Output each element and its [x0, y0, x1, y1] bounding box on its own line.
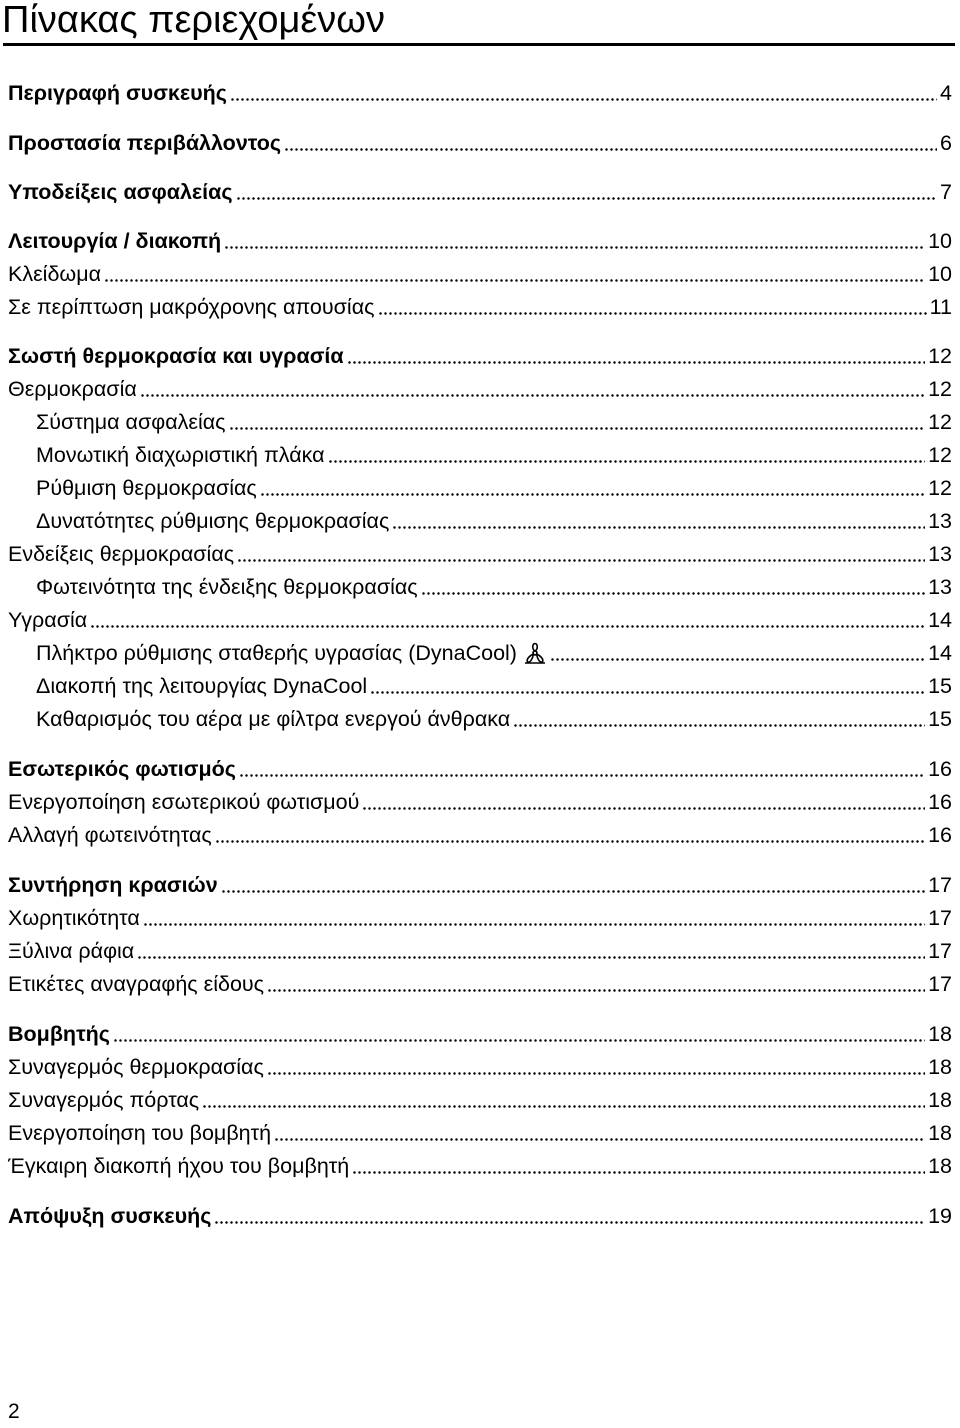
toc-dot-leader: [328, 460, 926, 463]
toc-entry-page: 15: [928, 707, 952, 731]
toc-entry-label: Συναγερμός θερμοκρασίας: [8, 1055, 264, 1079]
toc-entry-page: 18: [928, 1154, 952, 1178]
toc-entry-page: 15: [928, 674, 952, 698]
toc-entry-label: Λειτουργία / διακοπή: [8, 229, 222, 253]
toc-entry-page: 16: [928, 757, 952, 781]
toc-entry-title: [8, 80, 227, 106]
toc-entry-page: 17: [928, 972, 952, 996]
toc-entry-title: [8, 1203, 211, 1229]
toc-entry-label: Μονωτική διαχωριστική πλάκα: [36, 443, 325, 467]
toc-entry[interactable]: [36, 471, 952, 501]
toc-entry-label: Πλήκτρο ρύθμισης σταθερής υγρασίας (DynaCool): [36, 641, 517, 665]
toc-entry-page: 16: [928, 790, 952, 814]
toc-entry[interactable]: [8, 339, 952, 369]
toc-entry-label: Ρύθμιση θερμοκρασίας: [36, 476, 257, 500]
toc-entry-title: [8, 789, 359, 815]
toc-entry[interactable]: [8, 967, 952, 997]
toc-entry-title: [8, 872, 218, 898]
toc-entry-page: 16: [928, 823, 952, 847]
toc-entry-page: 12: [928, 410, 952, 434]
toc-entry-page: 18: [928, 1121, 952, 1145]
dynacool-fan-icon: [523, 642, 547, 664]
toc-entry-page: 12: [928, 443, 952, 467]
toc-entry[interactable]: [8, 126, 952, 156]
toc-entry-label: Προστασία περιβάλλοντος: [8, 131, 282, 155]
toc-entry[interactable]: [36, 438, 952, 468]
toc-dot-leader: [239, 774, 925, 777]
toc-entry-label: Ενεργοποίηση εσωτερικού φωτισμού: [8, 790, 360, 814]
toc-entry[interactable]: [8, 934, 952, 964]
toc-entry[interactable]: [8, 1149, 952, 1179]
toc-entry-title: [36, 574, 418, 600]
toc-entry[interactable]: [8, 1050, 952, 1080]
toc-dot-leader: [274, 1138, 925, 1141]
toc-entry-title: [8, 1087, 199, 1113]
toc-entry[interactable]: [8, 1083, 952, 1113]
toc-entry[interactable]: [8, 752, 952, 782]
toc-entry-label: Διακοπή της λειτουργίας DynaCool: [36, 674, 368, 698]
toc-entry-title: [8, 294, 375, 320]
toc-entry[interactable]: [8, 1017, 952, 1047]
toc-entry-label: Σύστημα ασφαλείας: [36, 410, 226, 434]
toc-entry-page: 12: [928, 377, 952, 401]
toc-dot-leader: [230, 98, 937, 101]
toc-dot-leader: [260, 493, 925, 496]
toc-entry-title: [8, 822, 212, 848]
toc-entry-title: [8, 541, 234, 567]
toc-dot-leader: [362, 807, 925, 810]
toc-entry[interactable]: [36, 570, 952, 600]
toc-dot-leader: [352, 1171, 925, 1174]
toc-dot-leader: [229, 427, 926, 430]
toc-entry[interactable]: [8, 901, 952, 931]
toc-entry-label: Υποδείξεις ασφαλείας: [8, 180, 233, 204]
toc-entry-title: [8, 607, 87, 633]
toc-entry[interactable]: [8, 1199, 952, 1229]
toc-entry[interactable]: [36, 636, 952, 666]
toc-entry-page: 17: [928, 906, 952, 930]
toc-entry[interactable]: [8, 76, 952, 106]
toc-entry-title: [36, 706, 510, 732]
toc-entry[interactable]: [8, 818, 952, 848]
toc-entry-title: [8, 905, 140, 931]
toc-entry-label: Υγρασία: [8, 608, 88, 632]
toc-entry-page: 13: [928, 542, 952, 566]
toc-entry-page: 17: [928, 939, 952, 963]
toc-entry[interactable]: [36, 405, 952, 435]
toc-dot-leader: [143, 923, 925, 926]
toc-entry-label: Βομβητής: [8, 1022, 110, 1046]
toc-entry-page: 19: [928, 1204, 952, 1228]
toc-entry-label: Χωρητικότητα: [8, 906, 140, 930]
toc-entry-label: Απόψυξη συσκευής: [8, 1204, 212, 1228]
toc-dot-leader: [267, 989, 925, 992]
toc-entry-page: 18: [928, 1088, 952, 1112]
toc-dot-leader: [104, 279, 925, 282]
toc-entry-label: Περιγραφή συσκευής: [8, 81, 227, 105]
toc-dot-leader: [202, 1105, 925, 1108]
toc-entry-title: [36, 442, 325, 468]
toc-entry-page: 13: [928, 509, 952, 533]
toc-entry-label: Ξύλινα ράφια: [8, 939, 135, 963]
toc-entry-page: 11: [929, 295, 952, 319]
toc-entry-title: [8, 343, 344, 369]
toc-entry-title: [8, 1021, 110, 1047]
toc-entry[interactable]: [8, 224, 952, 254]
toc-entry-label: Ενεργοποίηση του βομβητή: [8, 1121, 272, 1145]
toc-entry[interactable]: [8, 603, 952, 633]
toc-dot-leader: [378, 312, 927, 315]
toc-entry-label: Σε περίπτωση μακρόχρονης απουσίας: [8, 295, 375, 319]
toc-entry-label: Αλλαγή φωτεινότητας: [8, 823, 212, 847]
toc-dot-leader: [421, 592, 925, 595]
page-number: 2: [8, 1400, 20, 1423]
toc-entry-label: Έγκαιρη διακοπή ήχου του βομβητή: [8, 1154, 350, 1178]
toc-entry[interactable]: [8, 785, 952, 815]
toc-entry-page: 10: [928, 229, 952, 253]
toc-entry-title: [36, 409, 226, 435]
toc-entry-title: [36, 640, 547, 666]
toc-entry-page: 18: [928, 1022, 952, 1046]
toc-entry[interactable]: [8, 290, 952, 320]
toc-entry-page: 6: [940, 131, 952, 155]
toc-entry-title: [8, 376, 137, 402]
toc-entry-label: Φωτεινότητα της ένδειξης θερμοκρασίας: [36, 575, 418, 599]
toc-entry[interactable]: [8, 175, 952, 205]
toc-entry-label: Δυνατότητες ρύθμισης θερμοκρασίας: [36, 509, 390, 533]
toc-dot-leader: [513, 724, 925, 727]
toc-entry-label: Συντήρηση κρασιών: [8, 873, 218, 897]
toc-entry[interactable]: [36, 504, 952, 534]
toc-entry-title: [8, 179, 233, 205]
toc-entry-page: 4: [940, 81, 952, 105]
toc-dot-leader: [140, 394, 925, 397]
toc-entry-label: Ετικέτες αναγραφής είδους: [8, 972, 265, 996]
page-title: Πίνακας περιεχομένων: [2, 0, 385, 41]
toc-entry-title: [8, 938, 134, 964]
toc-entry-title: [8, 1054, 264, 1080]
toc-entry-title: [36, 673, 367, 699]
toc-dot-leader: [267, 1072, 925, 1075]
toc-entry-label: Συναγερμός πόρτας: [8, 1088, 200, 1112]
toc-entry[interactable]: [8, 537, 952, 567]
toc-entry-title: [8, 756, 236, 782]
toc-dot-leader: [224, 246, 925, 249]
toc-entry-page: 13: [928, 575, 952, 599]
toc-entry-title: [8, 971, 264, 997]
toc-entry[interactable]: [8, 1116, 952, 1146]
toc-entry-page: 7: [940, 180, 952, 204]
toc-entry-title: [36, 508, 389, 534]
toc-dot-leader: [137, 956, 925, 959]
toc-entry-title: [8, 261, 101, 287]
toc-entry-label: Ενδείξεις θερμοκρασίας: [8, 542, 235, 566]
toc-entry[interactable]: [8, 868, 952, 898]
toc-entry-page: 12: [928, 476, 952, 500]
toc-entry[interactable]: [8, 257, 952, 287]
toc-entry[interactable]: [36, 702, 952, 732]
toc-entry-label: Θερμοκρασία: [8, 377, 137, 401]
toc-dot-leader: [550, 658, 925, 661]
toc-entry-title: [36, 475, 257, 501]
toc-dot-leader: [214, 1221, 925, 1224]
toc-entry-title: [8, 1153, 349, 1179]
toc-dot-leader: [113, 1039, 925, 1042]
toc-dot-leader: [215, 840, 925, 843]
toc-entry-label: Εσωτερικός φωτισμός: [8, 757, 236, 781]
toc-dot-leader: [90, 625, 925, 628]
toc-entry-page: 18: [928, 1055, 952, 1079]
toc-entry-page: 12: [928, 344, 952, 368]
toc-entry-title: [8, 130, 281, 156]
toc-entry-page: 14: [928, 608, 952, 632]
toc-entry-page: 17: [928, 873, 952, 897]
toc-entry-label: Κλείδωμα: [8, 262, 102, 286]
toc-entry-title: [8, 228, 221, 254]
toc-entry[interactable]: [8, 372, 952, 402]
toc-dot-leader: [237, 559, 925, 562]
toc-entry-title: [8, 1120, 271, 1146]
toc-entry-page: 10: [928, 262, 952, 286]
toc-dot-leader: [347, 361, 925, 364]
toc-entry-label: Καθαρισμός του αέρα με φίλτρα ενεργού άνθρακα: [36, 707, 511, 731]
toc-entry-label: Σωστή θερμοκρασία και υγρασία: [8, 344, 344, 368]
toc-dot-leader: [284, 148, 937, 151]
toc-dot-leader: [370, 691, 925, 694]
toc-dot-leader: [221, 890, 925, 893]
toc-dot-leader: [236, 197, 938, 200]
toc-entry-page: 14: [928, 641, 952, 665]
toc-entry[interactable]: [36, 669, 952, 699]
toc-dot-leader: [392, 526, 925, 529]
